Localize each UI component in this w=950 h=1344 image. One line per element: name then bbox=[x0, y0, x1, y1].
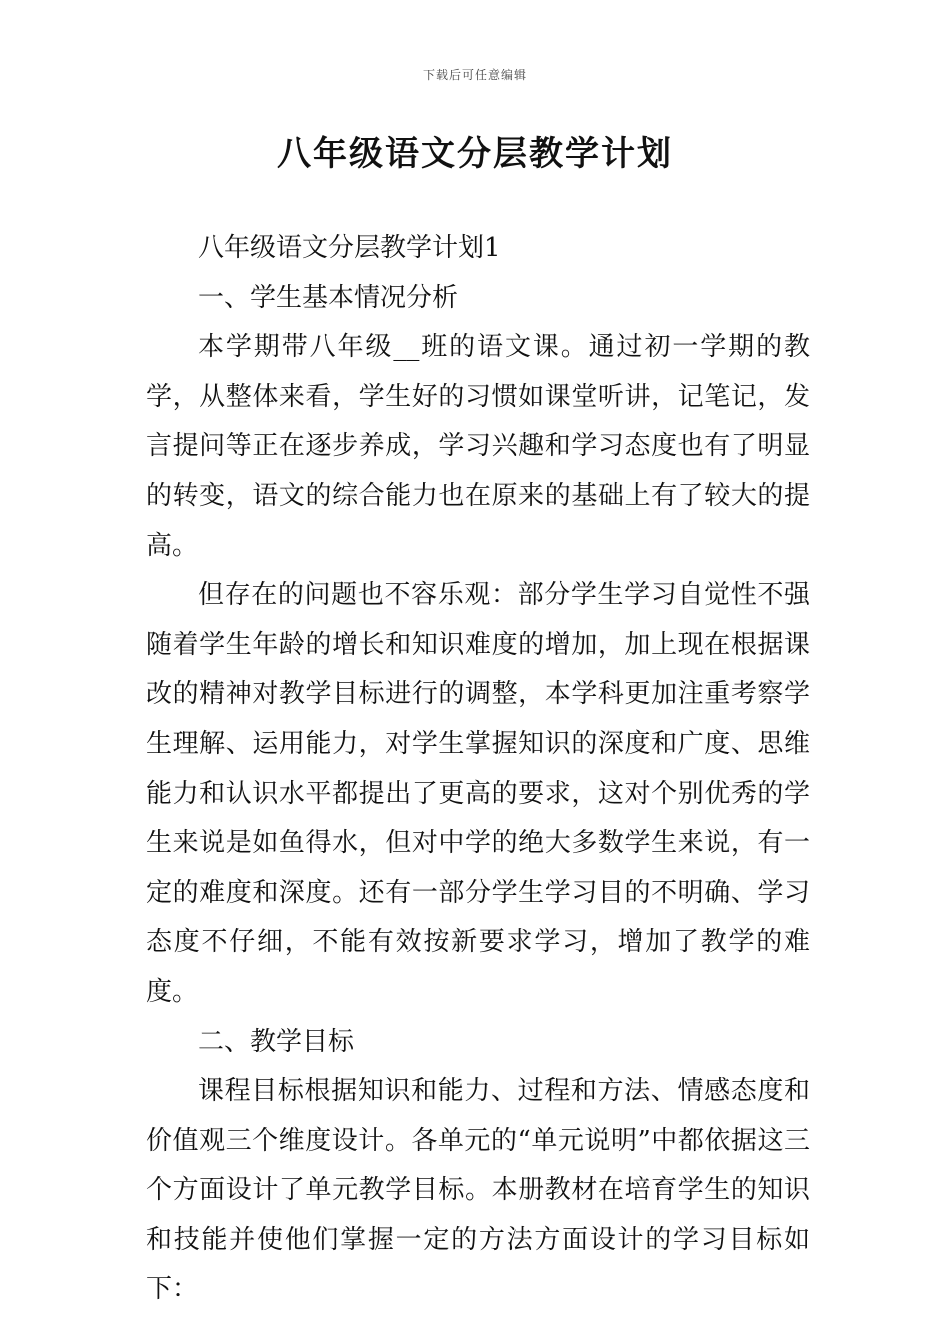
document-body bbox=[146, 224, 810, 1315]
paragraph-course-goals: 课程目标根据知识和能力、过程和方法、情感态度和价值观三个维度设计。各单元的“单元说明”中都依据这三个方面设计了单元教学目标。本册教材在培育学生的知识和技能并使他们掌握一定的方法方面设计的学习目标如下： bbox=[146, 1076, 810, 1305]
header-note: 下载后可任意编辑 bbox=[422, 68, 527, 82]
paragraph-student-overview: 本学期带八年级__班的语文课。通过初一学期的教学，从整体来看，学生好的习惯如课堂听讲，记笔记，发言提问等正在逐步养成，学习兴趣和学习态度也有了明显的转变，语文的综合能力也在原来的基础上有了较大的提高。 bbox=[146, 332, 810, 561]
paragraph-problems: 但存在的问题也不容乐观：部分学生学习自觉性不强随着学生年龄的增长和知识难度的增加，加上现在根据课改的精神对教学目标进行的调整，本学科更加注重考察学生理解、运用能力，对学生掌握知识的深度和广度、思维能力和认识水平都提出了更高的要求，这对个别优秀的学生来说是如鱼得水，但对中学的绝大多数学生来说，有一定的难度和深度。还有一部分学生学习目的不明确、学习态度不仔细，不能有效按新要求学习，增加了教学的难度。 bbox=[146, 580, 810, 1007]
section-heading-teaching-goals: 二、教学目标 bbox=[198, 1026, 355, 1057]
section-heading-student-analysis: 一、学生基本情况分析 bbox=[198, 282, 459, 313]
section-heading-plan: 八年级语文分层教学计划1 bbox=[198, 233, 501, 263]
document-title: 八年级语文分层教学计划 bbox=[277, 134, 673, 174]
